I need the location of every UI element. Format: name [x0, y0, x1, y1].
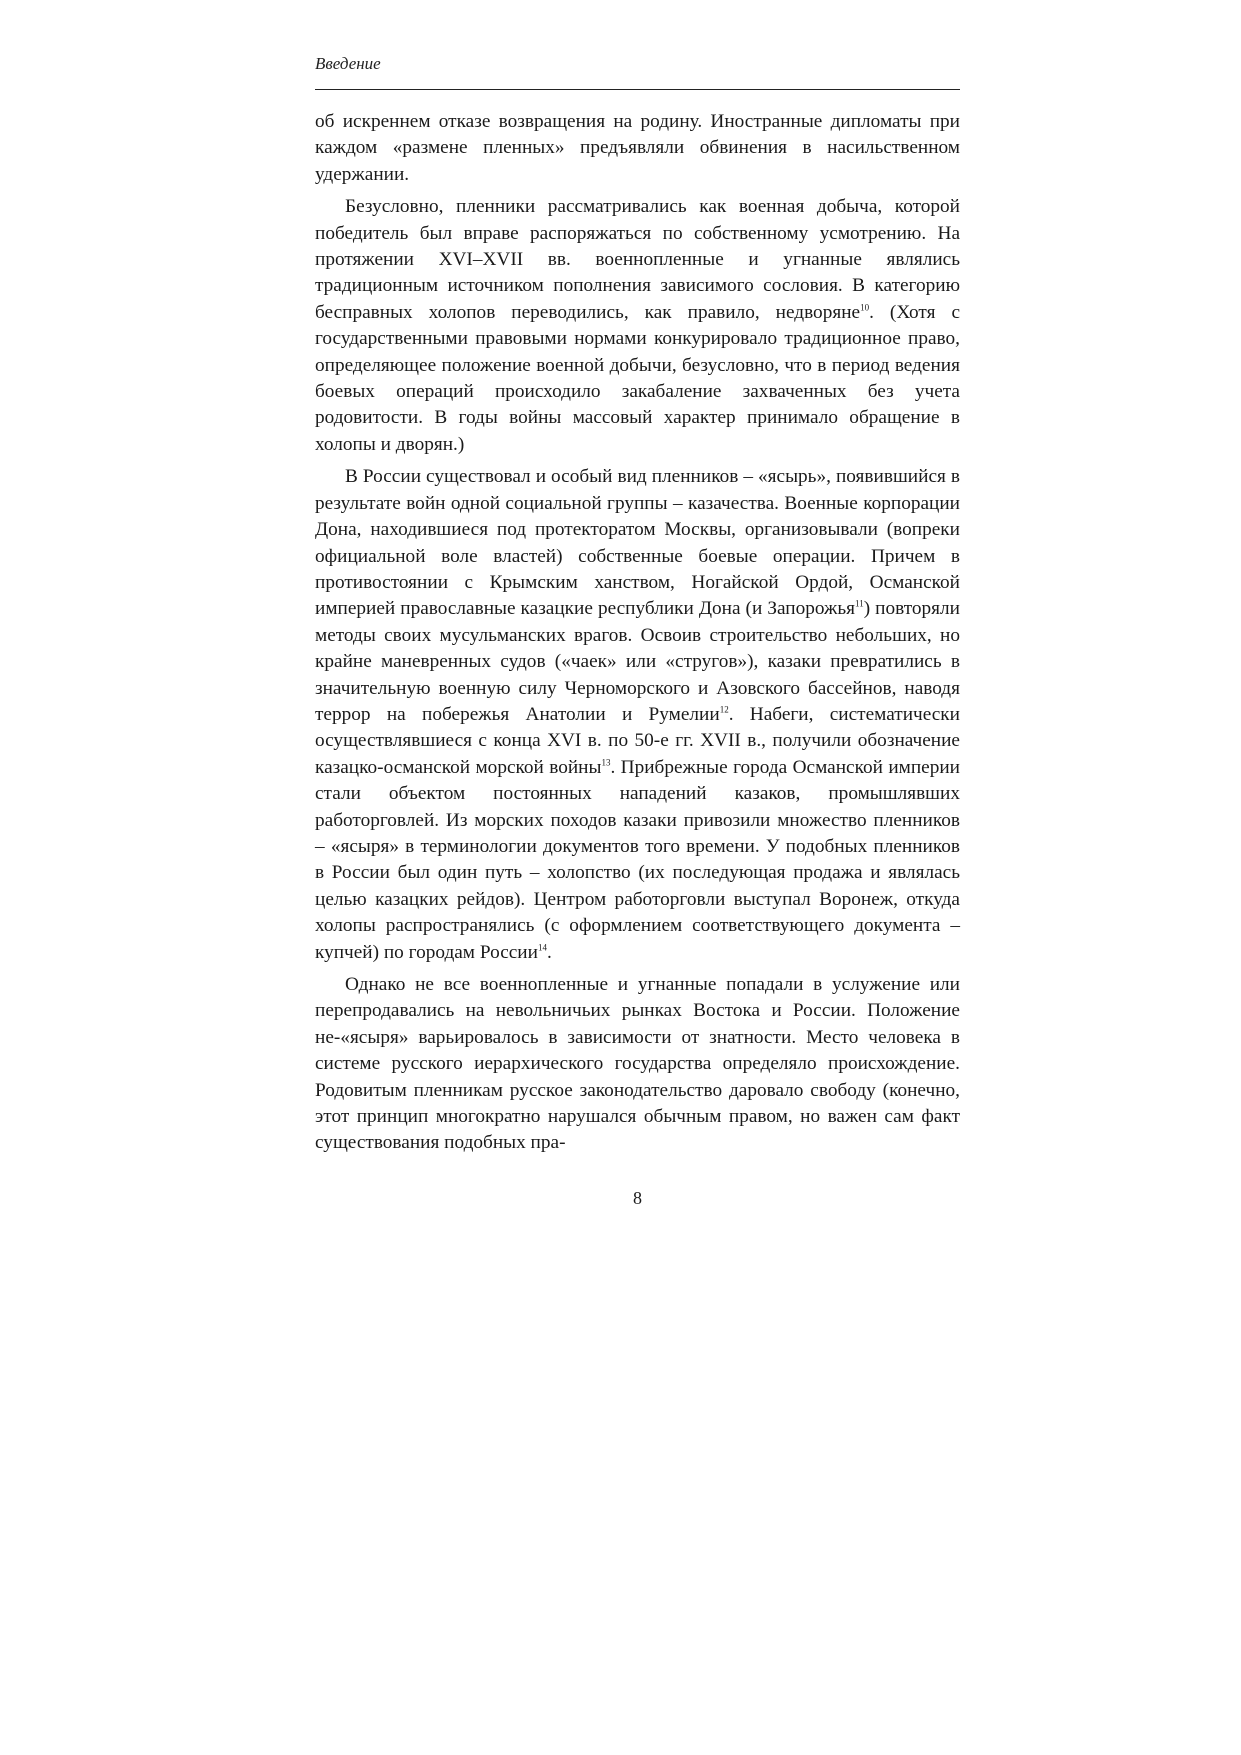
footnote-ref: 10 — [860, 302, 870, 313]
text-run: В России существовал и особый вид пленников – «ясырь», появившийся в результате войн одной социальной группы – казачества. Военные корпорации Дона, находившиеся под протекторатом Москвы, организовывали (вопреки официальной воле властей) собственные боевые операции. Причем в противостоянии с Крымским ханством, Ногайской Ордой, Османской империей православные казацкие республики Дона (и Запорожья — [315, 466, 960, 620]
running-head: Введение — [315, 54, 381, 73]
text-run: Безусловно, пленники рассматривались как военная добыча, которой победитель был вправе распоряжаться по собственному усмотрению. На протяжении XVI–XVII вв. военнопленные и угнанные являлись традиционным источником пополнения зависимого сословия. В категорию бесправных холопов переводились, как правило, недворяне — [315, 196, 960, 323]
text-run: . Набеги, систематически осуществлявшиеся с конца XVI в. по 50-е гг. XVII в., получили обозначение казацко-османской морской войны — [315, 703, 960, 778]
footnote-ref: 13 — [601, 757, 611, 768]
text-run: Однако не все военнопленные и угнанные попадали в услужение или перепродавались на невольничьих рынках Востока и России. Положение не-«ясыря» варьировалось в зависимости от знатности. Место человека в системе русского иерархического государства определяло происхождение. Родовитым пленникам русское законодательство даровало свободу (конечно, этот принцип многократно нарушался обычным правом, но важен сам факт существования подобных пра- — [315, 974, 960, 1154]
footnote-ref: 12 — [719, 704, 729, 715]
body-text — [315, 109, 960, 1163]
paragraph — [315, 194, 960, 458]
paragraph — [315, 109, 960, 188]
footnote-ref: 11 — [855, 598, 864, 609]
paragraph — [315, 464, 960, 966]
text-run: . (Хотя с государственными правовыми нормами конкурировало традиционное право, определяющее положение военной добычи, безусловно, что в период ведения боевых операций происходило закабаление захваченных без учета родовитости. В годы войны массовый характер принимало обращение в холопы и дворян.) — [315, 301, 961, 455]
text-run: . — [546, 941, 552, 963]
header-rule — [315, 89, 960, 90]
footnote-ref: 14 — [537, 942, 547, 953]
paragraph — [315, 972, 960, 1157]
page-number: 8 — [633, 1188, 642, 1208]
text-run: ) повторяли методы своих мусульманских врагов. Освоив строительство небольших, но крайне маневренных судов («чаек» или «стругов»), казаки превратились в значительную военную силу Черноморского и Азовского бассейнов, наводя террор на побережья Анатолии и Румелии — [315, 598, 960, 725]
text-run: об искреннем отказе возвращения на родину. Иностранные дипломаты при каждом «размене пленных» предъявляли обвинения в насильственном удержании. — [315, 111, 960, 185]
text-run: . Прибрежные города Османской империи стали объектом постоянных нападений казаков, промышлявших работорговлей. Из морских походов казаки привозили множество пленников – «ясыря» в терминологии документов того времени. У подобных пленников в России был один путь – холопство (их последующая продажа и являлась целью казацких рейдов). Центром работорговли выступал Воронеж, откуда холопы распространялись (с оформлением соответствующего документа – купчей) по городам России — [315, 756, 960, 963]
